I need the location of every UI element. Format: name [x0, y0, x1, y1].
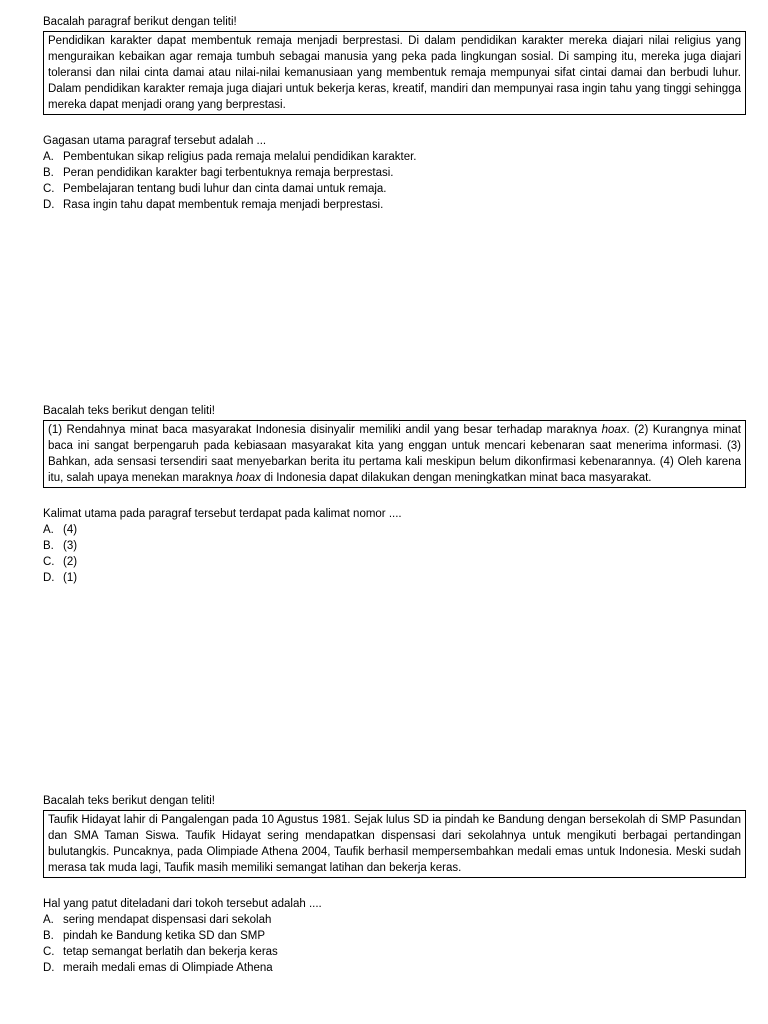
option-text: Peran pendidikan karakter bagi terbentuknya remaja berprestasi. [63, 167, 394, 179]
option-b[interactable] [43, 928, 746, 944]
question-instruction: Bacalah teks berikut dengan teliti! [43, 405, 215, 417]
option-c[interactable] [43, 944, 746, 960]
option-text: meraih medali emas di Olimpiade Athena [63, 962, 273, 974]
option-text: pindah ke Bandung ketika SD dan SMP [63, 930, 266, 942]
option-text: Rasa ingin tahu dapat membentuk remaja menjadi berprestasi. [63, 199, 384, 211]
question-instruction: Bacalah paragraf berikut dengan teliti! [43, 16, 237, 28]
option-c[interactable] [43, 554, 746, 570]
option-letter: B. [43, 540, 54, 552]
option-text: tetap semangat berlatih dan bekerja keras [63, 946, 278, 958]
option-b[interactable] [43, 165, 746, 181]
option-letter: B. [43, 930, 54, 942]
passage-box [43, 31, 746, 115]
option-d[interactable] [43, 960, 746, 976]
option-letter: A. [43, 151, 54, 163]
option-d[interactable] [43, 197, 746, 213]
option-letter: D. [43, 962, 55, 974]
question-1 [43, 14, 746, 213]
option-letter: C. [43, 946, 55, 958]
option-text: Pembelajaran tentang budi luhur dan cinta damai untuk remaja. [63, 183, 387, 195]
question-instruction: Bacalah teks berikut dengan teliti! [43, 795, 215, 807]
option-letter: B. [43, 167, 54, 179]
question-prompt: Hal yang patut diteladani dari tokoh tersebut adalah .... [43, 898, 322, 910]
question-2 [43, 403, 746, 586]
option-letter: A. [43, 914, 54, 926]
passage-text: Taufik Hidayat lahir di Pangalengan pada 10 Agustus 1981. Sejak lulus SD ia pindah ke Bandung dengan bersekolah di SMP Pasundan dan SMA Taman Siswa. Taufik Hidayat sering mendapatkan dispensasi dari sekolahnya untuk mengikuti berbagai pertandingan bulutangkis. Puncaknya, pada Olimpiade Athena 2004, Taufik berhasil mempersembahkan medali emas untuk Indonesia. Meski sudah merasa tak muda lagi, Taufik masih memiliki semangat latihan dan bekerja keras. [48, 814, 741, 874]
option-text: Pembentukan sikap religius pada remaja melalui pendidikan karakter. [63, 151, 417, 163]
option-letter: D. [43, 199, 55, 211]
passage-box [43, 810, 746, 878]
answer-options [43, 149, 746, 213]
question-3 [43, 793, 746, 976]
question-prompt: Kalimat utama pada paragraf tersebut terdapat pada kalimat nomor .... [43, 508, 402, 520]
option-letter: C. [43, 183, 55, 195]
answer-options [43, 912, 746, 976]
option-letter: D. [43, 572, 55, 584]
option-text: (3) [63, 540, 78, 552]
option-a[interactable] [43, 912, 746, 928]
question-prompt: Gagasan utama paragraf tersebut adalah ... [43, 135, 267, 147]
passage-text: . (2) Kurangnya minat baca ini sangat berpengaruh pada kebiasaan masyarakat kita yang enggan untuk mencari kebenaran saat menerima informasi. (3) Bahkan, ada sensasi tersendiri saat menyebarkan berita itu pertama kali meskipun belum dikonfirmasi kebenarannya. (4) Oleh karena itu, salah upaya menekan maraknya [48, 424, 741, 484]
passage-italic-term: hoax [235, 472, 261, 484]
passage-italic-term: hoax [601, 424, 627, 436]
option-text: sering mendapat dispensasi dari sekolah [63, 914, 272, 926]
option-text: (2) [63, 556, 78, 568]
passage-text: di Indonesia dapat dilakukan dengan meningkatkan minat baca masyarakat. [260, 472, 652, 484]
option-letter: C. [43, 556, 55, 568]
answer-options [43, 522, 746, 586]
option-text: (4) [63, 524, 78, 536]
option-a[interactable] [43, 149, 746, 165]
passage-text: Pendidikan karakter dapat membentuk remaja menjadi berprestasi. Di dalam pendidikan karakter mereka diajari nilai religius yang menguraikan kebaikan agar remaja tumbuh sebagai manusia yang peka pada lingkungan sosial. Di samping itu, mereka juga diajari toleransi dan nilai cinta damai atau nilai-nilai kemanusiaan yang membentuk remaja mempunyai sifat cintai damai dan berbudi luhur. Dalam pendidikan karakter remaja juga diajari untuk bekerja keras, kreatif, mandiri dan mempunyai rasa ingin tahu yang tinggi sehingga mereka dapat menjadi orang yang berprestasi. [48, 35, 741, 111]
option-b[interactable] [43, 538, 746, 554]
passage-box [43, 420, 746, 488]
option-d[interactable] [43, 570, 746, 586]
option-c[interactable] [43, 181, 746, 197]
option-letter: A. [43, 524, 54, 536]
option-a[interactable] [43, 522, 746, 538]
passage-text: (1) Rendahnya minat baca masyarakat Indonesia disinyalir memiliki andil yang besar terhadap maraknya [48, 424, 602, 436]
option-text: (1) [63, 572, 78, 584]
